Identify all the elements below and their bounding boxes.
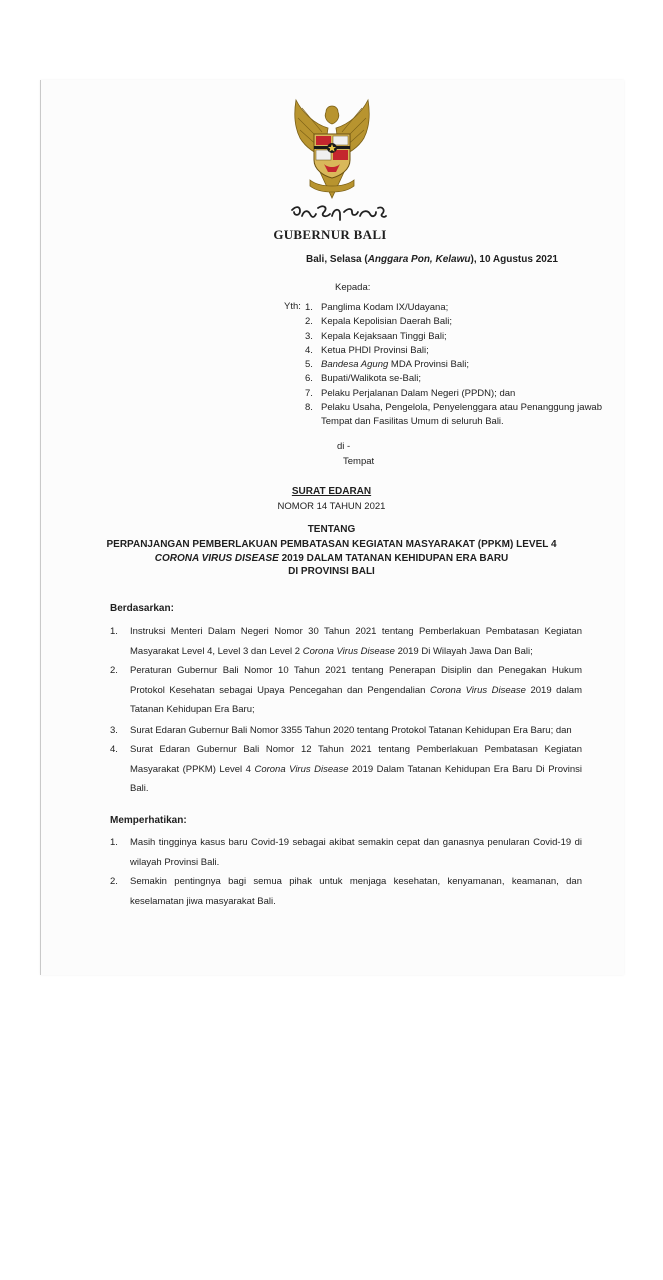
recipient-number: 7. <box>305 387 313 399</box>
memperhatikan-heading: Memperhatikan: <box>110 815 187 826</box>
clause-number: 2. <box>110 665 118 676</box>
recipient-list <box>305 301 635 430</box>
recipient-text: Pelaku Usaha, Pengelola, Penyelenggara atau Penanggung jawab Tempat dan Fasilitas Umum di seluruh Bali. <box>321 402 602 428</box>
recipient-number: 8. <box>305 402 313 414</box>
balinese-script-title <box>288 202 388 224</box>
recipient-text: Panglima Kodam IX/Udayana; <box>321 302 449 313</box>
governor-title: GUBERNUR BALI <box>273 227 387 242</box>
recipient-text: Pelaku Perjalanan Dalam Negeri (PPDN); dan <box>321 387 516 399</box>
recipient-item <box>305 315 635 329</box>
subject-line-3: DI PROVINSI BALI <box>288 566 375 577</box>
di-label: di - <box>337 441 351 452</box>
recipient-text: Kepala Kepolisian Daerah Bali; <box>321 316 452 328</box>
recipient-item <box>305 358 635 372</box>
berdasarkan-item <box>110 661 582 720</box>
recipient-text: Ketua PHDI Provinsi Bali; <box>321 344 429 356</box>
document-type: SURAT EDARAN <box>291 486 372 497</box>
clause-text: Instruksi Menteri Dalam Negeri Nomor 30 Tahun 2021 tentang Pemberlakuan Pembatasan Kegiatan Masyarakat Level 4, Level 3 dan Level 2 Corona Virus Disease 2019 Di Wilayah Jawa Dan Bali; <box>130 626 582 657</box>
recipient-item <box>305 344 635 358</box>
recipient-number: 6. <box>305 373 313 385</box>
recipient-number: 5. <box>305 359 313 371</box>
subject-heading <box>40 538 623 579</box>
tentang-label: TENTANG <box>307 524 356 535</box>
recipient-item <box>305 401 635 430</box>
clause-text: Surat Edaran Gubernur Bali Nomor 12 Tahun 2021 tentang Pemberlakuan Pembatasan Kegiatan Masyarakat (PPKM) Level 4 Corona Virus Disease 2019 Dalam Tatanan Kehidupan Era Baru Di Provinsi Bali. <box>130 744 582 794</box>
recipient-number: 3. <box>305 330 313 342</box>
berdasarkan-item <box>110 740 582 799</box>
recipient-item <box>305 387 635 401</box>
subject-line-2: CORONA VIRUS DISEASE 2019 DALAM TATANAN KEHIDUPAN ERA BARU <box>154 552 509 564</box>
clause-number: 2. <box>110 876 118 887</box>
recipient-item <box>305 301 635 315</box>
berdasarkan-item <box>110 622 582 661</box>
kepada-label: Kepada: <box>335 282 371 293</box>
berdasarkan-item <box>110 721 582 741</box>
clause-number: 1. <box>110 626 118 637</box>
subject-line-1: PERPANJANGAN PEMBERLAKUAN PEMBATASAN KEGIATAN MASYARAKAT (PPKM) LEVEL 4 <box>106 539 557 550</box>
clause-text: Peraturan Gubernur Bali Nomor 10 Tahun 2021 tentang Penerapan Disiplin dan Penegakan Hukum Protokol Kesehatan sebagai Upaya Pencegahan dan Pengendalian Corona Virus Disease 2019 dalam Tatanan Kehidupan Era Baru; <box>130 665 582 715</box>
recipient-number: 1. <box>305 302 313 313</box>
clause-number: 1. <box>110 837 118 848</box>
clause-text: Surat Edaran Gubernur Bali Nomor 3355 Tahun 2020 tentang Protokol Tatanan Kehidupan Era Baru; dan <box>130 725 572 736</box>
berdasarkan-heading: Berdasarkan: <box>110 603 174 614</box>
date-line: Bali, Selasa (Anggara Pon, Kelawu), 10 Agustus 2021 <box>306 254 558 265</box>
recipient-item <box>305 372 635 386</box>
tempat-label: Tempat <box>343 456 375 467</box>
recipient-number: 4. <box>305 344 313 356</box>
memperhatikan-item <box>110 872 582 911</box>
clause-text: Semakin pentingnya bagi semua pihak untuk menjaga kesehatan, kenyamanan, keamanan, dan keselamatan jiwa masyarakat Bali. <box>130 876 582 907</box>
document-number: NOMOR 14 TAHUN 2021 <box>277 501 386 512</box>
clause-number: 3. <box>110 725 118 736</box>
recipient-number: 2. <box>305 316 313 328</box>
recipient-text: Bandesa Agung MDA Provinsi Bali; <box>321 359 470 371</box>
clause-number: 4. <box>110 744 118 755</box>
recipient-text: Bupati/Walikota se-Bali; <box>321 373 421 385</box>
recipient-text: Kepala Kejaksaan Tinggi Bali; <box>321 330 447 342</box>
garuda-emblem <box>280 98 384 202</box>
memperhatikan-item <box>110 833 582 872</box>
yth-label: Yth: <box>284 301 301 312</box>
clause-text: Masih tingginya kasus baru Covid-19 sebagai akibat semakin cepat dan ganasnya penularan Covid-19 di wilayah Provinsi Bali. <box>130 837 582 868</box>
recipient-item <box>305 330 635 344</box>
